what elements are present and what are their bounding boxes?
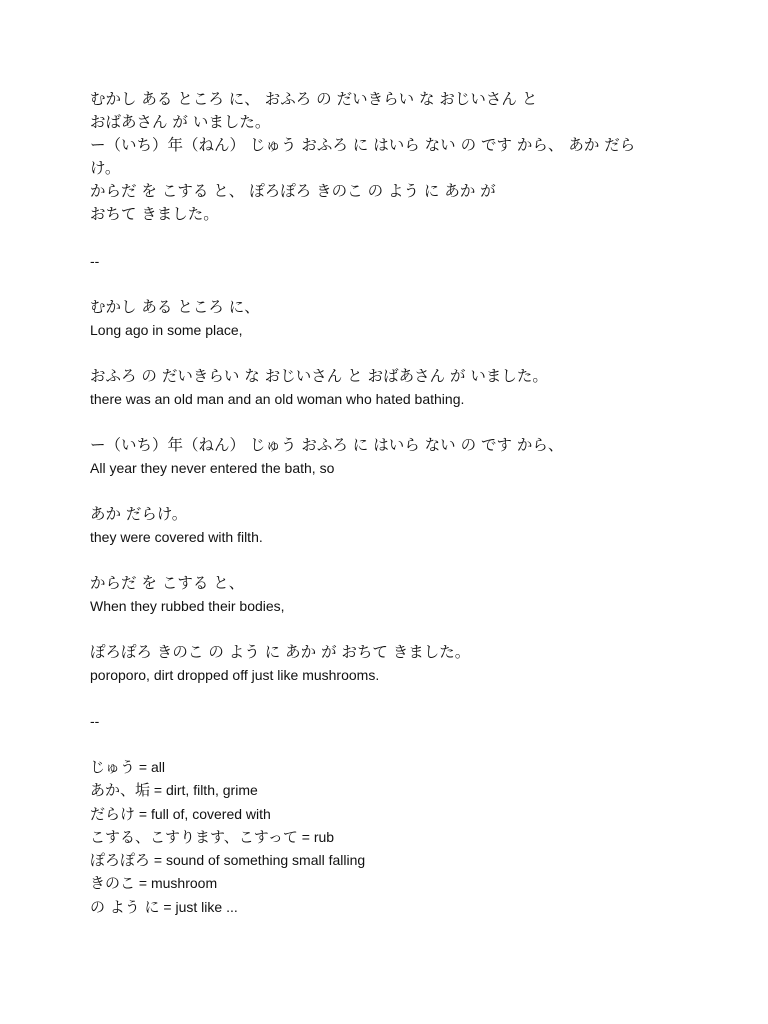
vocab-term: ぽろぽろ xyxy=(90,851,151,870)
vocab-item xyxy=(90,826,690,849)
english-line: they were covered with filth. xyxy=(90,529,263,545)
translation-pair xyxy=(90,572,690,617)
vocab-definition: = rub xyxy=(297,828,335,845)
english-line: When they rubbed their bodies, xyxy=(90,598,285,614)
vocab-item xyxy=(90,896,690,919)
vocab-term: こする、こすります、こすって xyxy=(90,827,298,846)
intro-line: からだ を こする と、 ぽろぽろ きのこ の よう に あか が xyxy=(90,182,496,200)
vocab-term: きのこ xyxy=(90,874,136,893)
separator: -- xyxy=(90,713,100,729)
translation-pair xyxy=(90,503,690,548)
english-line: poroporo, dirt dropped off just like mushrooms. xyxy=(90,667,380,683)
vocab-definition: = all xyxy=(135,759,165,775)
english-line: there was an old man and an old woman who hated bathing. xyxy=(90,391,465,407)
translation-pair xyxy=(90,365,690,410)
vocab-definition: = full of, covered with xyxy=(135,805,271,822)
japanese-line: からだ を こする と、 xyxy=(90,574,245,592)
vocab-term: あか、垢 xyxy=(90,781,151,800)
vocab-term: じゅう xyxy=(90,758,136,776)
vocab-definition: = sound of something small falling xyxy=(150,852,366,869)
translation-pair xyxy=(90,434,690,479)
intro-line: ー（いち）年（ねん） じゅう おふろ に はいら ない の です から、 あか だら xyxy=(90,136,636,154)
intro-line: おちて きました。 xyxy=(90,205,219,223)
vocab-item xyxy=(90,849,690,872)
english-line: All year they never entered the bath, so xyxy=(90,460,335,476)
intro-line: け。 xyxy=(90,159,121,177)
japanese-line: おふろ の だいきらい な おじいさん と おばあさん が いました。 xyxy=(90,367,548,385)
translation-pair xyxy=(90,296,690,341)
vocab-item xyxy=(90,756,690,779)
vocabulary-list xyxy=(90,756,690,919)
vocab-item xyxy=(90,779,690,802)
vocab-item xyxy=(90,803,690,826)
english-line: Long ago in some place, xyxy=(90,322,243,338)
translation-pair xyxy=(90,641,690,686)
japanese-line: むかし ある ところ に、 xyxy=(90,298,260,316)
vocab-definition: = just like ... xyxy=(159,898,238,915)
separator: -- xyxy=(90,253,100,269)
vocab-definition: = dirt, filth, grime xyxy=(150,782,258,799)
intro-line: むかし ある ところ に、 おふろ の だいきらい な おじいさん と xyxy=(90,90,538,108)
intro-paragraph xyxy=(90,88,690,226)
japanese-line: ー（いち）年（ねん） じゅう おふろ に はいら ない の です から、 xyxy=(90,436,564,454)
vocab-item xyxy=(90,872,690,895)
intro-line: おばあさん が いました。 xyxy=(90,113,271,131)
translation-section xyxy=(90,296,690,686)
vocab-term: だらけ xyxy=(90,804,136,823)
japanese-line: ぽろぽろ きのこ の よう に あか が おちて きました。 xyxy=(90,643,471,661)
vocab-definition: = mushroom xyxy=(135,875,218,892)
vocab-term: の よう に xyxy=(90,897,160,916)
document-page xyxy=(90,88,690,919)
japanese-line: あか だらけ。 xyxy=(90,505,188,523)
